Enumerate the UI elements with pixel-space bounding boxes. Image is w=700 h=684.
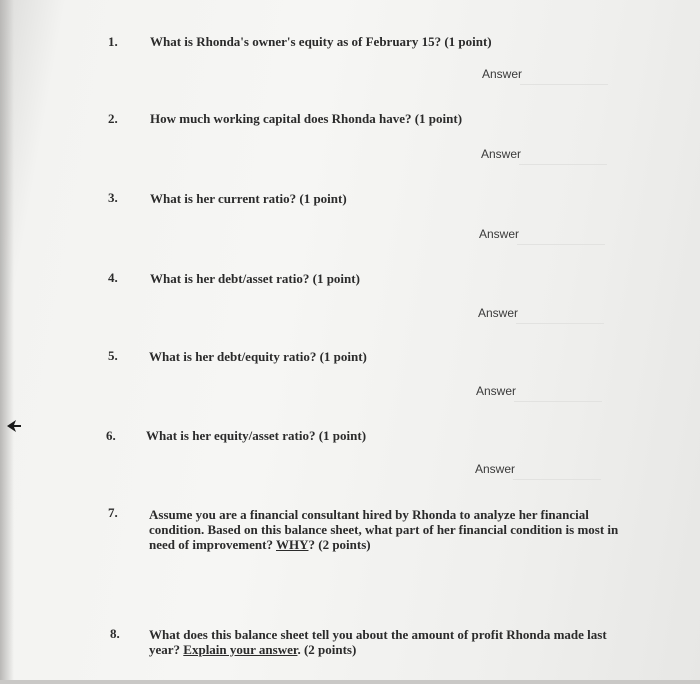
answer-field[interactable]: Answer xyxy=(478,306,519,320)
question-text: What is her current ratio? (1 point) xyxy=(150,191,347,206)
page-bottom-edge xyxy=(0,680,700,684)
question-text xyxy=(149,507,619,552)
answer-field[interactable]: Answer xyxy=(476,384,517,398)
answer-underline xyxy=(513,479,601,480)
question-text: What is Rhonda's owner's equity as of February 15? (1 point) xyxy=(150,34,492,49)
question-text-part: . (2 points) xyxy=(297,642,357,657)
question-number: 5. xyxy=(108,348,118,363)
question-number: 3. xyxy=(108,190,118,205)
question-text: What is her debt/asset ratio? (1 point) xyxy=(150,271,360,286)
question-text: How much working capital does Rhonda have? (1 point) xyxy=(150,111,463,126)
question-number: 2. xyxy=(108,111,118,126)
question-text-underlined: WHY xyxy=(275,537,309,552)
answer-field[interactable]: Answer xyxy=(481,147,522,161)
question-text xyxy=(149,627,619,657)
question-number: 8. xyxy=(110,626,120,641)
question-text-part: ? (2 points) xyxy=(308,537,371,552)
answer-underline xyxy=(514,401,602,402)
answer-underline xyxy=(520,84,608,85)
question-number: 1. xyxy=(108,34,118,49)
answer-underline xyxy=(519,164,607,165)
question-text: What is her equity/asset ratio? (1 point) xyxy=(146,428,367,443)
answer-field[interactable]: Answer xyxy=(475,462,516,476)
question-text-underlined: Explain your answer xyxy=(183,642,298,657)
answer-underline xyxy=(517,244,605,245)
page-edge-shadow xyxy=(0,0,14,684)
question-number: 6. xyxy=(106,428,116,443)
cursor-arrow-icon xyxy=(6,418,22,434)
answer-field[interactable]: Answer xyxy=(482,67,523,81)
answer-field[interactable]: Answer xyxy=(479,227,520,241)
question-text-part: What does this balance sheet tell you about the amount of profit Rhonda made last year? xyxy=(149,627,607,657)
question-text-part: Assume you are a financial consultant hired by Rhonda to analyze her financial condition. Based on this balance sheet, what part of her financial condition is most in need of improvement? xyxy=(149,507,619,552)
answer-underline xyxy=(516,323,604,324)
question-number: 7. xyxy=(108,505,118,520)
question-text: What is her debt/equity ratio? (1 point) xyxy=(149,349,367,364)
question-number: 4. xyxy=(108,270,118,285)
